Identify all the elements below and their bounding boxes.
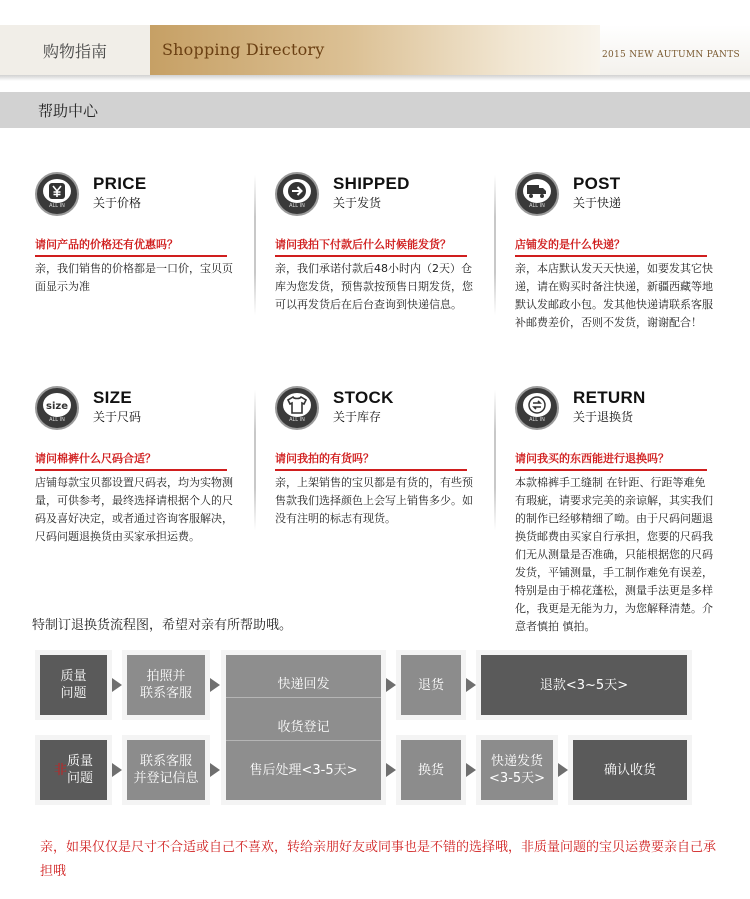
card-question: 请问棉裤什么尺码合适？ [35, 450, 227, 471]
svg-text:size: size [46, 401, 68, 412]
size-icon [43, 393, 71, 417]
card-answer: 亲，上架销售的宝贝都是有货的，有些预售款我们选择颜色上会写上销售多少。如没有注明的标志有现货。 [275, 476, 473, 525]
banner-title-strip [150, 25, 600, 75]
card-shipped [275, 172, 475, 311]
card-post [515, 172, 715, 329]
card-answer: 店铺每款宝贝都设置尺码表，均为实物测量，可供参考，最终选择请根据个人的尺码及喜好决定，或者通过咨询客服解决，尺码问题退换货由买家承担运费。 [35, 476, 233, 543]
flow-arrow [558, 763, 568, 777]
card-subtitle: 关于尺码 [93, 410, 142, 424]
card-title: POST [573, 174, 621, 193]
flow-confirm-receipt: 确认收货 [568, 735, 692, 805]
badge-text: ALL IN [529, 203, 545, 209]
shipped-badge [275, 172, 319, 216]
flow-after-sales: 售后处理<3-5天> [249, 763, 358, 779]
non-prefix: 非 [53, 762, 67, 778]
flow-quality-issue: 质量 问题 [35, 650, 112, 720]
card-title: SIZE [93, 388, 132, 407]
help-center-bar [0, 92, 750, 128]
banner-right-label: 2015 NEW AUTUMN PANTS [601, 50, 740, 60]
card-subtitle: 关于价格 [93, 196, 142, 210]
card-question: 请问我买的东西能进行退换吗？ [515, 450, 707, 471]
card-size [35, 386, 235, 543]
column-divider [494, 390, 496, 530]
flow-photo-contact: 拍照并 联系客服 [122, 650, 210, 720]
card-subtitle: 关于库存 [333, 410, 382, 424]
card-question: 请问产品的价格还有优惠吗？ [35, 236, 227, 257]
arrow-right-icon [283, 179, 311, 203]
card-question: 请问我拍下付款后什么时候能发货？ [275, 236, 467, 257]
yen-icon [43, 179, 71, 203]
flow-arrow [386, 678, 396, 692]
flow-contact-register: 联系客服 并登记信息 [122, 735, 210, 805]
card-price [35, 172, 235, 293]
card-stock [275, 386, 475, 525]
card-answer: 亲，本店默认发天天快递，如要发其它快递，请在购买时备注快递，新疆西藏等地默认发邮政小包。发其他快递请联系客服补邮费差价，否则不发货，谢谢配合！ [515, 262, 713, 329]
column-divider [494, 175, 496, 315]
flow-arrow [466, 678, 476, 692]
flow-return-goods: 退货 [396, 650, 466, 720]
badge-text: ALL IN [289, 417, 305, 423]
non-quality-label: 质量 问题 [67, 754, 94, 786]
column-divider [254, 175, 256, 315]
stock-badge [275, 386, 319, 430]
tshirt-icon [283, 393, 311, 417]
flow-after-sales-block [221, 650, 386, 805]
badge-text: ALL IN [289, 203, 305, 209]
flow-refund: 退款<3~5天> [476, 650, 692, 720]
flow-exchange: 换货 [396, 735, 466, 805]
banner-shadow [0, 75, 750, 81]
card-title: SHIPPED [333, 174, 410, 193]
exchange-icon [523, 393, 551, 417]
card-return [515, 386, 715, 633]
flow-arrow [466, 763, 476, 777]
flow-express-send: 快递发货 <3-5天> [476, 735, 558, 805]
badge-text: ALL IN [49, 203, 65, 209]
column-divider [254, 390, 256, 530]
flow-arrow [386, 763, 396, 777]
card-subtitle: 关于快递 [573, 196, 622, 210]
flow-title: 特制订退换货流程图，希望对亲有所帮助哦。 [32, 618, 293, 633]
flow-arrow [112, 763, 122, 777]
badge-text: ALL IN [49, 417, 65, 423]
badge-text: ALL IN [529, 417, 545, 423]
banner-title: Shopping Directory [162, 40, 325, 59]
card-answer: 亲，我们承诺付款后48小时内（2天）仓库为您发货，预售款按预售日期发货，您可以再发货后在后台查询到快递信息。 [275, 262, 473, 311]
truck-icon [523, 179, 551, 203]
price-badge [35, 172, 79, 216]
card-answer: 本款棉裤手工缝制 在针距、行距等难免有瑕疵，请要求完美的亲谅解，其实我们的制作已经够精细了呦。由于尺码问题退换货邮费由买家自行承担，您要的尺码我们无从测量是否准确，只能根据您的尺码发货，平铺测量，手工制作难免有误差，特别是由于棉花蓬松，测量手法更是多样化，我更是无能为力，为您解释清楚。介意者慎拍 慎拍。 [515, 476, 713, 633]
card-question: 请问我拍的有货吗？ [275, 450, 467, 471]
card-question: 店铺发的是什么快递？ [515, 236, 707, 257]
card-answer: 亲，我们销售的价格都是一口价，宝贝页面显示为准 [35, 262, 233, 293]
banner-left-label: 购物指南 [0, 25, 150, 75]
card-title: STOCK [333, 388, 394, 407]
card-subtitle: 关于发货 [333, 196, 382, 210]
card-subtitle: 关于退换货 [573, 410, 634, 424]
help-center-title: 帮助中心 [38, 102, 99, 120]
card-title: RETURN [573, 388, 646, 407]
flow-express-return: 快递回发 [226, 672, 381, 698]
flow-receive-register: 收货登记 [226, 715, 381, 741]
flow-arrow [210, 678, 220, 692]
flow-non-quality-issue [35, 735, 112, 805]
top-banner [0, 25, 750, 75]
size-badge [35, 386, 79, 430]
flow-arrow [210, 763, 220, 777]
post-badge [515, 172, 559, 216]
footer-note: 亲，如果仅仅是尺寸不合适或自己不喜欢，转给亲朋好友或同事也是不错的选择哦，非质量问题的宝贝运费要亲自己承担哦 [40, 840, 717, 879]
flow-arrow [112, 678, 122, 692]
card-title: PRICE [93, 174, 147, 193]
return-badge [515, 386, 559, 430]
